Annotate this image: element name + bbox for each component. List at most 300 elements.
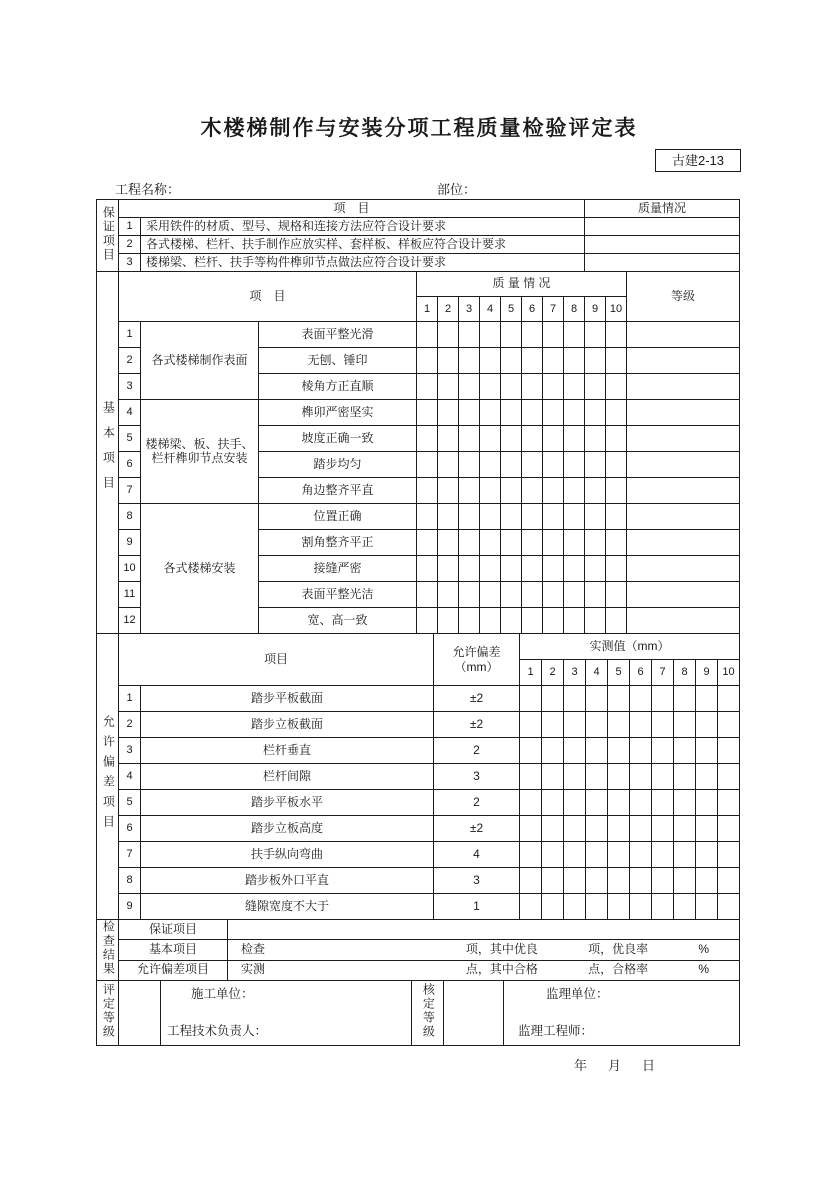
quality-col-number: 5 bbox=[501, 297, 522, 322]
measured-cell[interactable] bbox=[718, 868, 740, 894]
measured-col-number: 10 bbox=[718, 660, 740, 686]
measured-cell[interactable] bbox=[652, 842, 674, 868]
quality-col-number: 8 bbox=[564, 297, 585, 322]
tolerance-value: 2 bbox=[434, 738, 520, 764]
quality-col-number: 6 bbox=[522, 297, 543, 322]
quality-status-cell[interactable] bbox=[585, 254, 740, 272]
table-row bbox=[97, 218, 740, 236]
quality-cell[interactable] bbox=[564, 348, 585, 374]
quality-cell[interactable] bbox=[585, 400, 606, 426]
quality-cell[interactable] bbox=[417, 374, 438, 400]
measured-cell[interactable] bbox=[630, 712, 652, 738]
measured-cell[interactable] bbox=[608, 712, 630, 738]
deviation-section-label: 允许偏差项目 bbox=[97, 634, 119, 920]
quality-cell[interactable] bbox=[543, 322, 564, 348]
measured-cell[interactable] bbox=[630, 816, 652, 842]
measured-cell[interactable] bbox=[564, 764, 586, 790]
quality-cell[interactable] bbox=[501, 504, 522, 530]
measured-cell[interactable] bbox=[586, 790, 608, 816]
table-row bbox=[97, 940, 740, 960]
quality-cell[interactable] bbox=[459, 322, 480, 348]
grade-cell[interactable] bbox=[627, 322, 740, 348]
measured-cell[interactable] bbox=[652, 790, 674, 816]
quality-cell[interactable] bbox=[522, 348, 543, 374]
quality-cell[interactable] bbox=[543, 374, 564, 400]
measured-cell[interactable] bbox=[630, 868, 652, 894]
quality-cell[interactable] bbox=[585, 322, 606, 348]
measured-cell[interactable] bbox=[696, 764, 718, 790]
quality-cell[interactable] bbox=[501, 556, 522, 582]
quality-cell[interactable] bbox=[459, 348, 480, 374]
quality-col-number: 7 bbox=[543, 297, 564, 322]
measured-cell[interactable] bbox=[586, 894, 608, 920]
row-number: 2 bbox=[119, 236, 141, 254]
quality-cell[interactable] bbox=[417, 504, 438, 530]
measured-cell[interactable] bbox=[696, 868, 718, 894]
quality-cell[interactable] bbox=[522, 530, 543, 556]
quality-cell[interactable] bbox=[564, 400, 585, 426]
quality-cell[interactable] bbox=[501, 322, 522, 348]
quality-cell[interactable] bbox=[417, 530, 438, 556]
quality-cell[interactable] bbox=[564, 608, 585, 634]
quality-cell[interactable] bbox=[606, 608, 627, 634]
grade-cell[interactable] bbox=[627, 478, 740, 504]
item-text: 栏杆间隙 bbox=[141, 764, 434, 790]
location-label: 部位： bbox=[437, 182, 477, 197]
quality-cell[interactable] bbox=[543, 530, 564, 556]
measured-cell[interactable] bbox=[586, 738, 608, 764]
measured-cell[interactable] bbox=[630, 842, 652, 868]
quality-cell[interactable] bbox=[417, 322, 438, 348]
item-text: 榫卯严密坚实 bbox=[259, 400, 417, 426]
measured-cell[interactable] bbox=[542, 868, 564, 894]
measured-cell[interactable] bbox=[608, 842, 630, 868]
row-number: 8 bbox=[119, 868, 141, 894]
quality-cell[interactable] bbox=[417, 452, 438, 478]
quality-cell[interactable] bbox=[417, 608, 438, 634]
quality-col-number: 2 bbox=[438, 297, 459, 322]
quality-cell[interactable] bbox=[438, 400, 459, 426]
measured-cell[interactable] bbox=[652, 712, 674, 738]
measured-cell[interactable] bbox=[652, 686, 674, 712]
measured-cell[interactable] bbox=[696, 790, 718, 816]
quality-cell[interactable] bbox=[606, 322, 627, 348]
quality-cell[interactable] bbox=[438, 608, 459, 634]
quality-cell[interactable] bbox=[564, 374, 585, 400]
measured-cell[interactable] bbox=[674, 764, 696, 790]
quality-cell[interactable] bbox=[417, 400, 438, 426]
measured-col-number: 5 bbox=[608, 660, 630, 686]
quality-cell[interactable] bbox=[522, 426, 543, 452]
quality-cell[interactable] bbox=[585, 608, 606, 634]
item-text: 棱角方正直顺 bbox=[259, 374, 417, 400]
grade-cell[interactable] bbox=[627, 348, 740, 374]
measured-cell[interactable] bbox=[630, 738, 652, 764]
quality-cell[interactable] bbox=[543, 556, 564, 582]
quality-cell[interactable] bbox=[522, 582, 543, 608]
project-name-label: 工程名称： bbox=[115, 182, 181, 197]
quality-cell[interactable] bbox=[501, 374, 522, 400]
quality-cell[interactable] bbox=[438, 478, 459, 504]
measured-cell[interactable] bbox=[520, 686, 542, 712]
quality-cell[interactable] bbox=[501, 478, 522, 504]
quality-cell[interactable] bbox=[438, 322, 459, 348]
measured-cell[interactable] bbox=[564, 894, 586, 920]
measured-cell[interactable] bbox=[718, 738, 740, 764]
quality-cell[interactable] bbox=[501, 582, 522, 608]
quality-cell[interactable] bbox=[585, 530, 606, 556]
check-row-label: 基本项目 bbox=[119, 940, 228, 960]
measured-cell[interactable] bbox=[630, 790, 652, 816]
quality-cell[interactable] bbox=[480, 582, 501, 608]
quality-cell[interactable] bbox=[606, 504, 627, 530]
quality-cell[interactable] bbox=[522, 556, 543, 582]
measured-cell[interactable] bbox=[520, 842, 542, 868]
quality-cell[interactable] bbox=[501, 348, 522, 374]
quality-cell[interactable] bbox=[501, 400, 522, 426]
measured-cell[interactable] bbox=[674, 842, 696, 868]
quality-cell[interactable] bbox=[522, 504, 543, 530]
check-deviation-result-cell[interactable] bbox=[228, 960, 740, 980]
quality-cell[interactable] bbox=[459, 608, 480, 634]
measured-cell[interactable] bbox=[586, 764, 608, 790]
measured-cell[interactable] bbox=[696, 712, 718, 738]
measured-cell[interactable] bbox=[564, 686, 586, 712]
row-number: 11 bbox=[119, 582, 141, 608]
grade-cell[interactable] bbox=[627, 608, 740, 634]
measured-cell[interactable] bbox=[586, 816, 608, 842]
quality-cell[interactable] bbox=[564, 556, 585, 582]
check-text-part: % bbox=[698, 962, 710, 977]
measured-col-number: 8 bbox=[674, 660, 696, 686]
guarantee-section bbox=[96, 199, 740, 272]
quality-cell[interactable] bbox=[543, 426, 564, 452]
measured-cell[interactable] bbox=[608, 868, 630, 894]
row-number: 3 bbox=[119, 738, 141, 764]
measured-cell[interactable] bbox=[652, 764, 674, 790]
quality-cell[interactable] bbox=[438, 530, 459, 556]
quality-cell[interactable] bbox=[543, 582, 564, 608]
quality-cell[interactable] bbox=[501, 452, 522, 478]
inspection-form-table bbox=[96, 200, 741, 1074]
quality-cell[interactable] bbox=[480, 322, 501, 348]
quality-cell[interactable] bbox=[606, 348, 627, 374]
grade-cell[interactable] bbox=[627, 504, 740, 530]
quality-cell[interactable] bbox=[585, 426, 606, 452]
check-text-part: 项，其中优良 bbox=[465, 942, 538, 956]
measured-cell[interactable] bbox=[674, 738, 696, 764]
row-number: 1 bbox=[119, 322, 141, 348]
measured-cell[interactable] bbox=[608, 790, 630, 816]
quality-cell[interactable] bbox=[606, 478, 627, 504]
quality-cell[interactable] bbox=[438, 348, 459, 374]
measured-cell[interactable] bbox=[542, 816, 564, 842]
measured-cell[interactable] bbox=[674, 894, 696, 920]
grade-cell[interactable] bbox=[627, 530, 740, 556]
check-result-section bbox=[96, 919, 740, 981]
measured-cell[interactable] bbox=[542, 712, 564, 738]
measured-cell[interactable] bbox=[542, 764, 564, 790]
quality-cell[interactable] bbox=[543, 400, 564, 426]
measured-cell[interactable] bbox=[608, 894, 630, 920]
quality-cell[interactable] bbox=[480, 400, 501, 426]
measured-cell[interactable] bbox=[542, 894, 564, 920]
quality-cell[interactable] bbox=[543, 608, 564, 634]
quality-cell[interactable] bbox=[585, 504, 606, 530]
page-title: 木楼梯制作与安装分项工程质量检验评定表 bbox=[200, 117, 638, 140]
measured-col-number: 9 bbox=[696, 660, 718, 686]
table-row bbox=[97, 960, 740, 980]
quality-cell[interactable] bbox=[564, 452, 585, 478]
quality-cell[interactable] bbox=[501, 608, 522, 634]
quality-status-cell[interactable] bbox=[585, 236, 740, 254]
measured-cell[interactable] bbox=[652, 868, 674, 894]
measured-cell[interactable] bbox=[718, 842, 740, 868]
measured-cell[interactable] bbox=[718, 764, 740, 790]
quality-cell[interactable] bbox=[459, 426, 480, 452]
measured-cell[interactable] bbox=[674, 686, 696, 712]
quality-cell[interactable] bbox=[564, 426, 585, 452]
quality-cell[interactable] bbox=[459, 478, 480, 504]
quality-cell[interactable] bbox=[480, 504, 501, 530]
quality-cell[interactable] bbox=[438, 426, 459, 452]
quality-cell[interactable] bbox=[585, 582, 606, 608]
quality-cell[interactable] bbox=[459, 452, 480, 478]
measured-cell[interactable] bbox=[586, 712, 608, 738]
tolerance-value: 2 bbox=[434, 790, 520, 816]
grade-cell[interactable] bbox=[627, 400, 740, 426]
grade-cell[interactable] bbox=[627, 556, 740, 582]
quality-cell[interactable] bbox=[606, 400, 627, 426]
item-text: 坡度正确一致 bbox=[259, 426, 417, 452]
quality-cell[interactable] bbox=[417, 556, 438, 582]
quality-cell[interactable] bbox=[522, 478, 543, 504]
measured-cell[interactable] bbox=[586, 842, 608, 868]
measured-cell[interactable] bbox=[564, 842, 586, 868]
quality-status-cell[interactable] bbox=[585, 218, 740, 236]
measured-cell[interactable] bbox=[520, 712, 542, 738]
quality-cell[interactable] bbox=[522, 400, 543, 426]
quality-cell[interactable] bbox=[480, 452, 501, 478]
table-row bbox=[97, 764, 740, 790]
quality-cell[interactable] bbox=[480, 348, 501, 374]
quality-cell[interactable] bbox=[543, 348, 564, 374]
measured-cell[interactable] bbox=[608, 764, 630, 790]
quality-cell[interactable] bbox=[438, 504, 459, 530]
measured-cell[interactable] bbox=[520, 790, 542, 816]
check-guarantee-result-cell[interactable] bbox=[228, 920, 740, 940]
quality-cell[interactable] bbox=[480, 556, 501, 582]
quality-cell[interactable] bbox=[459, 504, 480, 530]
quality-cell[interactable] bbox=[480, 608, 501, 634]
measured-cell[interactable] bbox=[696, 894, 718, 920]
measured-cell[interactable] bbox=[630, 764, 652, 790]
verify-section-label: 核定等级 bbox=[412, 980, 444, 1045]
quality-cell[interactable] bbox=[417, 582, 438, 608]
rating-grade-cell[interactable] bbox=[119, 980, 161, 1045]
measured-cell[interactable] bbox=[652, 816, 674, 842]
measured-cell[interactable] bbox=[564, 816, 586, 842]
tolerance-value: 3 bbox=[434, 764, 520, 790]
item-text: 表面平整光洁 bbox=[259, 582, 417, 608]
measured-cell[interactable] bbox=[542, 790, 564, 816]
table-row bbox=[97, 920, 740, 940]
measured-cell[interactable] bbox=[520, 764, 542, 790]
quality-cell[interactable] bbox=[459, 582, 480, 608]
measured-cell[interactable] bbox=[696, 816, 718, 842]
quality-cell[interactable] bbox=[459, 556, 480, 582]
table-row bbox=[97, 686, 740, 712]
measured-cell[interactable] bbox=[696, 842, 718, 868]
quality-cell[interactable] bbox=[564, 504, 585, 530]
measured-cell[interactable] bbox=[542, 738, 564, 764]
quality-cell[interactable] bbox=[606, 530, 627, 556]
quality-cell[interactable] bbox=[585, 452, 606, 478]
quality-cell[interactable] bbox=[606, 426, 627, 452]
measured-cell[interactable] bbox=[674, 790, 696, 816]
tolerance-value: 1 bbox=[434, 894, 520, 920]
quality-cell[interactable] bbox=[501, 426, 522, 452]
measured-cell[interactable] bbox=[564, 712, 586, 738]
measured-cell[interactable] bbox=[520, 868, 542, 894]
measured-cell[interactable] bbox=[630, 894, 652, 920]
check-basic-result-cell[interactable] bbox=[228, 940, 740, 960]
measured-cell[interactable] bbox=[564, 790, 586, 816]
quality-cell[interactable] bbox=[543, 504, 564, 530]
quality-cell[interactable] bbox=[480, 426, 501, 452]
guarantee-item-header: 项 目 bbox=[119, 200, 585, 218]
quality-cell[interactable] bbox=[522, 322, 543, 348]
measured-cell[interactable] bbox=[520, 738, 542, 764]
quality-cell[interactable] bbox=[438, 556, 459, 582]
quality-cell[interactable] bbox=[606, 374, 627, 400]
row-number: 10 bbox=[119, 556, 141, 582]
grade-cell[interactable] bbox=[627, 452, 740, 478]
basic-group-label: 楼梯梁、板、扶手、栏杆榫卯节点安装 bbox=[141, 400, 259, 504]
quality-cell[interactable] bbox=[564, 582, 585, 608]
quality-cell[interactable] bbox=[606, 582, 627, 608]
measured-cell[interactable] bbox=[542, 686, 564, 712]
measured-cell[interactable] bbox=[652, 894, 674, 920]
measured-cell[interactable] bbox=[696, 686, 718, 712]
table-row bbox=[97, 790, 740, 816]
measured-cell[interactable] bbox=[674, 868, 696, 894]
quality-cell[interactable] bbox=[522, 452, 543, 478]
check-text-part: 点，其中合格 bbox=[465, 962, 538, 977]
guarantee-quality-header: 质量情况 bbox=[585, 200, 740, 218]
measured-cell[interactable] bbox=[652, 738, 674, 764]
measured-cell[interactable] bbox=[608, 686, 630, 712]
supervision-sign-cell[interactable] bbox=[504, 980, 740, 1045]
quality-cell[interactable] bbox=[564, 322, 585, 348]
quality-cell[interactable] bbox=[417, 426, 438, 452]
check-text-part: 项，优良率 bbox=[588, 942, 649, 956]
quality-cell[interactable] bbox=[585, 374, 606, 400]
quality-cell[interactable] bbox=[438, 582, 459, 608]
tolerance-value: 4 bbox=[434, 842, 520, 868]
table-row bbox=[97, 816, 740, 842]
quality-cell[interactable] bbox=[543, 478, 564, 504]
grade-cell[interactable] bbox=[627, 374, 740, 400]
quality-cell[interactable] bbox=[585, 478, 606, 504]
measured-cell[interactable] bbox=[718, 712, 740, 738]
item-text: 踏步立板高度 bbox=[141, 816, 434, 842]
measured-cell[interactable] bbox=[586, 868, 608, 894]
tolerance-value: ±2 bbox=[434, 712, 520, 738]
row-number: 3 bbox=[119, 254, 141, 272]
row-number: 9 bbox=[119, 894, 141, 920]
quality-cell[interactable] bbox=[480, 530, 501, 556]
verify-grade-cell[interactable] bbox=[444, 980, 504, 1045]
measured-cell[interactable] bbox=[696, 738, 718, 764]
measured-cell[interactable] bbox=[586, 686, 608, 712]
quality-cell[interactable] bbox=[480, 478, 501, 504]
quality-cell[interactable] bbox=[522, 374, 543, 400]
table-row bbox=[97, 980, 740, 1045]
measured-cell[interactable] bbox=[718, 816, 740, 842]
measured-cell[interactable] bbox=[520, 816, 542, 842]
table-row bbox=[97, 254, 740, 272]
quality-cell[interactable] bbox=[543, 452, 564, 478]
quality-cell[interactable] bbox=[501, 530, 522, 556]
quality-cell[interactable] bbox=[459, 374, 480, 400]
quality-cell[interactable] bbox=[438, 452, 459, 478]
quality-cell[interactable] bbox=[417, 348, 438, 374]
construction-unit-label: 施工单位： bbox=[191, 986, 254, 1001]
measured-cell[interactable] bbox=[564, 738, 586, 764]
quality-cell[interactable] bbox=[564, 530, 585, 556]
measured-cell[interactable] bbox=[674, 816, 696, 842]
quality-cell[interactable] bbox=[522, 608, 543, 634]
rating-section-label: 评定等级 bbox=[97, 980, 119, 1045]
measured-cell[interactable] bbox=[564, 868, 586, 894]
guarantee-item-text: 楼梯梁、栏杆、扶手等构件榫卯节点做法应符合设计要求 bbox=[141, 254, 585, 272]
meta-row bbox=[97, 179, 740, 197]
grade-cell[interactable] bbox=[627, 426, 740, 452]
measured-cell[interactable] bbox=[718, 790, 740, 816]
quality-cell[interactable] bbox=[417, 478, 438, 504]
quality-cell[interactable] bbox=[459, 400, 480, 426]
measured-cell[interactable] bbox=[608, 816, 630, 842]
measured-cell[interactable] bbox=[630, 686, 652, 712]
quality-cell[interactable] bbox=[459, 530, 480, 556]
quality-cell[interactable] bbox=[480, 374, 501, 400]
quality-cell[interactable] bbox=[585, 556, 606, 582]
measured-cell[interactable] bbox=[520, 894, 542, 920]
deviation-item-header: 项目 bbox=[119, 634, 434, 686]
measured-cell[interactable] bbox=[718, 686, 740, 712]
form-code-box: 古建2-13 bbox=[655, 149, 741, 172]
measured-col-number: 7 bbox=[652, 660, 674, 686]
measured-cell[interactable] bbox=[674, 712, 696, 738]
grade-cell[interactable] bbox=[627, 582, 740, 608]
row-number: 12 bbox=[119, 608, 141, 634]
quality-cell[interactable] bbox=[585, 348, 606, 374]
quality-cell[interactable] bbox=[606, 556, 627, 582]
measured-cell[interactable] bbox=[542, 842, 564, 868]
row-number: 6 bbox=[119, 816, 141, 842]
quality-cell[interactable] bbox=[564, 478, 585, 504]
row-number: 2 bbox=[119, 348, 141, 374]
construction-sign-cell[interactable] bbox=[161, 980, 412, 1045]
measured-cell[interactable] bbox=[608, 738, 630, 764]
row-number: 5 bbox=[119, 426, 141, 452]
quality-col-number: 3 bbox=[459, 297, 480, 322]
quality-cell[interactable] bbox=[606, 452, 627, 478]
measured-cell[interactable] bbox=[718, 894, 740, 920]
quality-cell[interactable] bbox=[438, 374, 459, 400]
grade-header: 等级 bbox=[627, 272, 740, 322]
